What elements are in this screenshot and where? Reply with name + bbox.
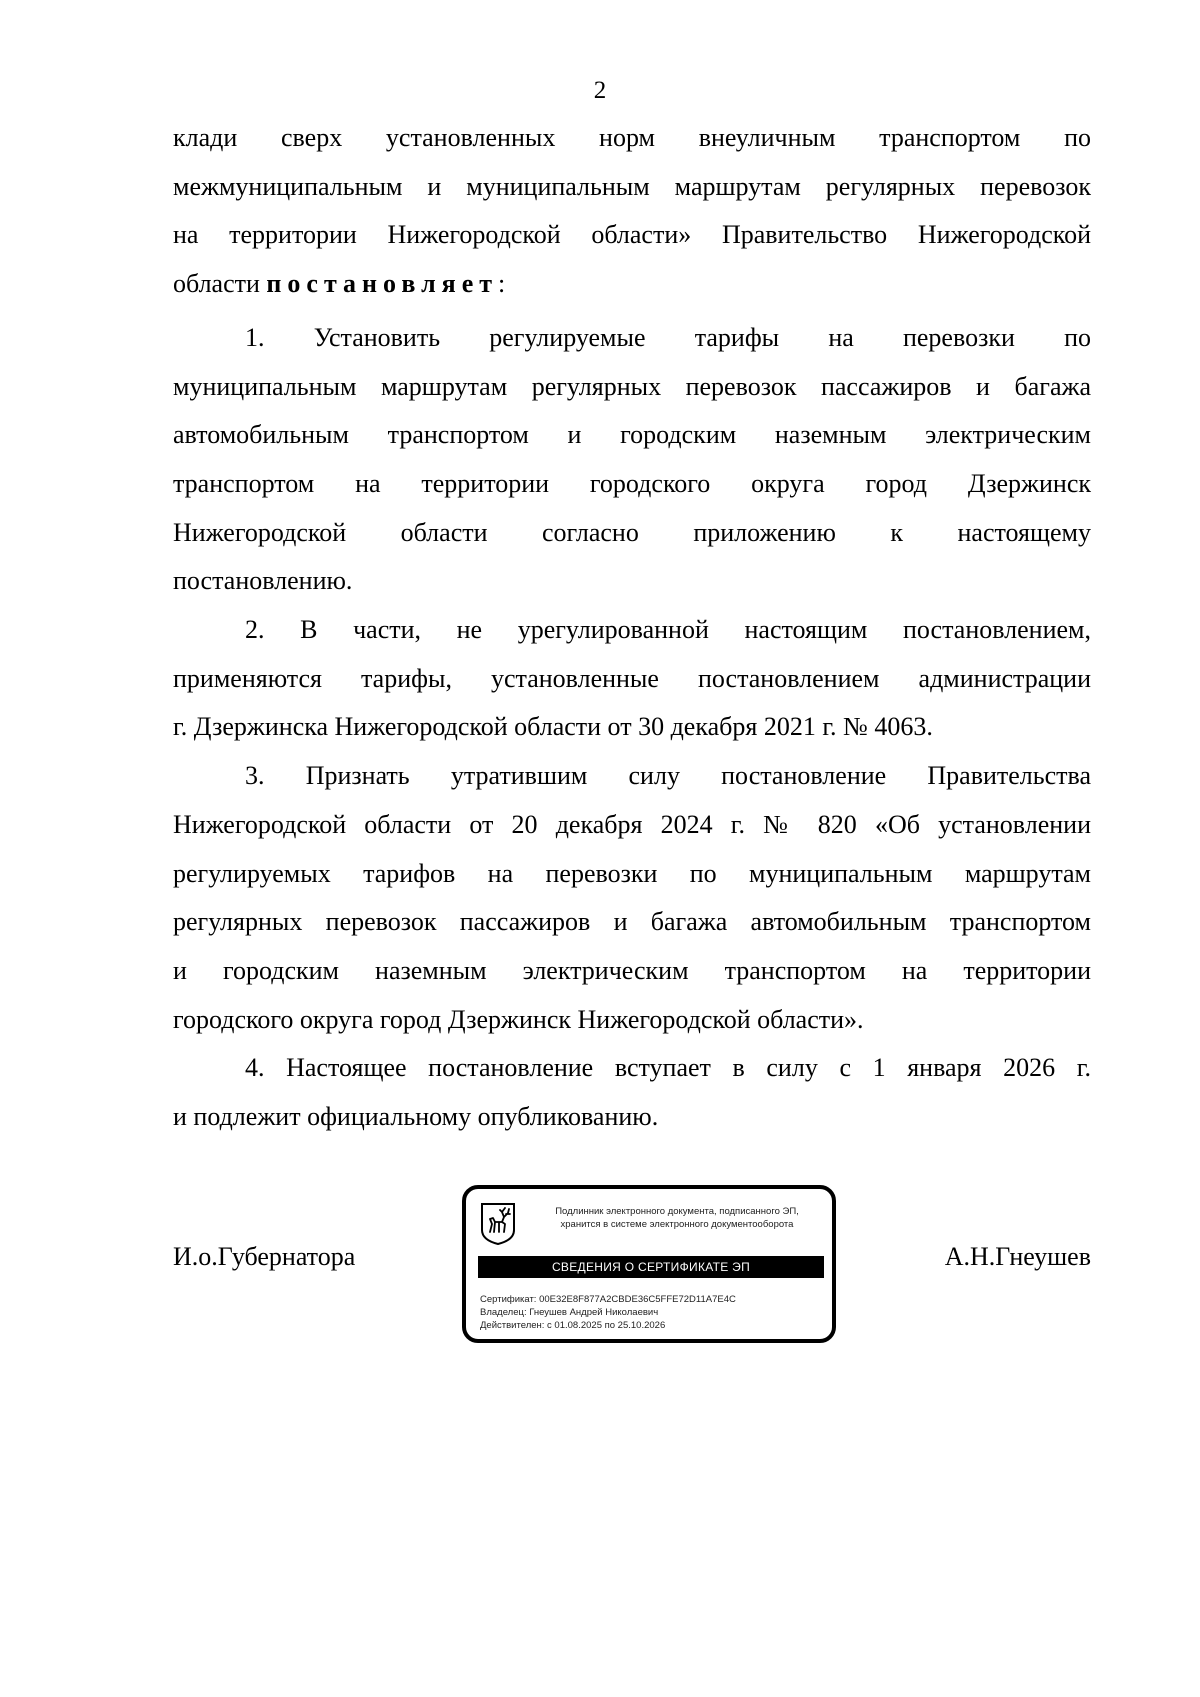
text-line: г. Дзержинска Нижегородской области от 30 декабря 2021 г. № 4063. <box>173 712 933 742</box>
text-line: муниципальным маршрутам регулярных перевозок пассажиров и багажа <box>173 371 1091 401</box>
text-line: транспортом на территории городского округа город Дзержинск <box>173 468 1091 498</box>
paragraph-item-4 <box>173 1044 1091 1093</box>
paragraph-continuation <box>173 114 1091 163</box>
paragraph-item-2 <box>173 655 1091 704</box>
text-line: 3. Признать утратившим силу постановление Правительства <box>245 761 1091 791</box>
text-line: 1. Установить регулируемые тарифы на перевозки по <box>245 322 1091 352</box>
stamp-header <box>532 1205 822 1231</box>
paragraph-continuation <box>173 163 1091 212</box>
text-line: постановлению. <box>173 566 353 596</box>
text-line: области <box>173 269 267 299</box>
paragraph-item-1 <box>173 509 1091 558</box>
paragraph-continuation <box>173 260 1091 309</box>
paragraph-item-1 <box>173 557 1091 606</box>
signatory-position: И.о.Губернатора <box>173 1242 356 1271</box>
paragraph-item-3 <box>173 898 1091 947</box>
text-line: применяются тарифы, установленные постановлением администрации <box>173 663 1091 693</box>
paragraph-item-2 <box>173 606 1091 655</box>
paragraph-item-1 <box>173 314 1091 363</box>
paragraph-item-3 <box>173 996 1091 1045</box>
text-line: автомобильным транспортом и городским наземным электрическим <box>173 420 1091 450</box>
paragraph-item-3 <box>173 947 1091 996</box>
certificate-validity: Действителен: с 01.08.2025 по 25.10.2026 <box>480 1320 666 1331</box>
text-line: : <box>498 269 506 299</box>
paragraph-item-3 <box>173 752 1091 801</box>
text-line: Нижегородской области от 20 декабря 2024 г. № 820 «Об установлении <box>173 809 1091 839</box>
paragraph-item-2 <box>173 703 1091 752</box>
text-line: городского округа город Дзержинск Нижегородской области». <box>173 1004 864 1034</box>
signatory-name: А.Н.Гнеушев <box>944 1242 1091 1271</box>
decree-keyword: постановляет <box>266 269 499 299</box>
certificate-info-bar: СВЕДЕНИЯ О СЕРТИФИКАТЕ ЭП <box>478 1256 824 1278</box>
text-line: 4. Настоящее постановление вступает в силу с 1 января 2026 г. <box>245 1053 1091 1083</box>
text-line: на территории Нижегородской области» Правительство Нижегородской <box>173 220 1091 250</box>
paragraph-continuation <box>173 211 1091 260</box>
text-line: и подлежит официальному опубликованию. <box>173 1102 659 1132</box>
text-line: и городским наземным электрическим транспортом на территории <box>173 955 1091 985</box>
stamp-header-line: хранится в системе электронного документооборота <box>560 1219 794 1230</box>
paragraph-item-1 <box>173 411 1091 460</box>
paragraph-item-1 <box>173 363 1091 412</box>
paragraph-item-4 <box>173 1093 1091 1142</box>
certificate-owner: Владелец: Гнеушев Андрей Николаевич <box>480 1307 659 1318</box>
stamp-header-line: Подлинник электронного документа, подписанного ЭП, <box>555 1206 799 1217</box>
paragraph-item-3 <box>173 850 1091 899</box>
deer-emblem-icon <box>480 1202 516 1246</box>
text-line: регулярных перевозок пассажиров и багажа автомобильным транспортом <box>173 907 1091 937</box>
paragraph-item-1 <box>173 460 1091 509</box>
document-body <box>173 114 1091 1142</box>
page-number: 2 <box>593 77 607 104</box>
text-line: клади сверх установленных норм внеуличным транспортом по <box>173 123 1091 152</box>
certificate-details <box>480 1293 825 1332</box>
text-line: межмуниципальным и муниципальным маршрутам регулярных перевозок <box>173 171 1091 201</box>
certificate-number: Сертификат: 00E32E8F877A2CBDE36C5FFE72D11A7E4C <box>480 1294 736 1305</box>
paragraph-item-3 <box>173 801 1091 850</box>
text-line: регулируемых тарифов на перевозки по муниципальным маршрутам <box>173 858 1091 888</box>
text-line: Нижегородской области согласно приложению к настоящему <box>173 517 1091 547</box>
electronic-signature-stamp <box>462 1185 836 1343</box>
text-line: 2. В части, не урегулированной настоящим постановлением, <box>245 615 1091 645</box>
